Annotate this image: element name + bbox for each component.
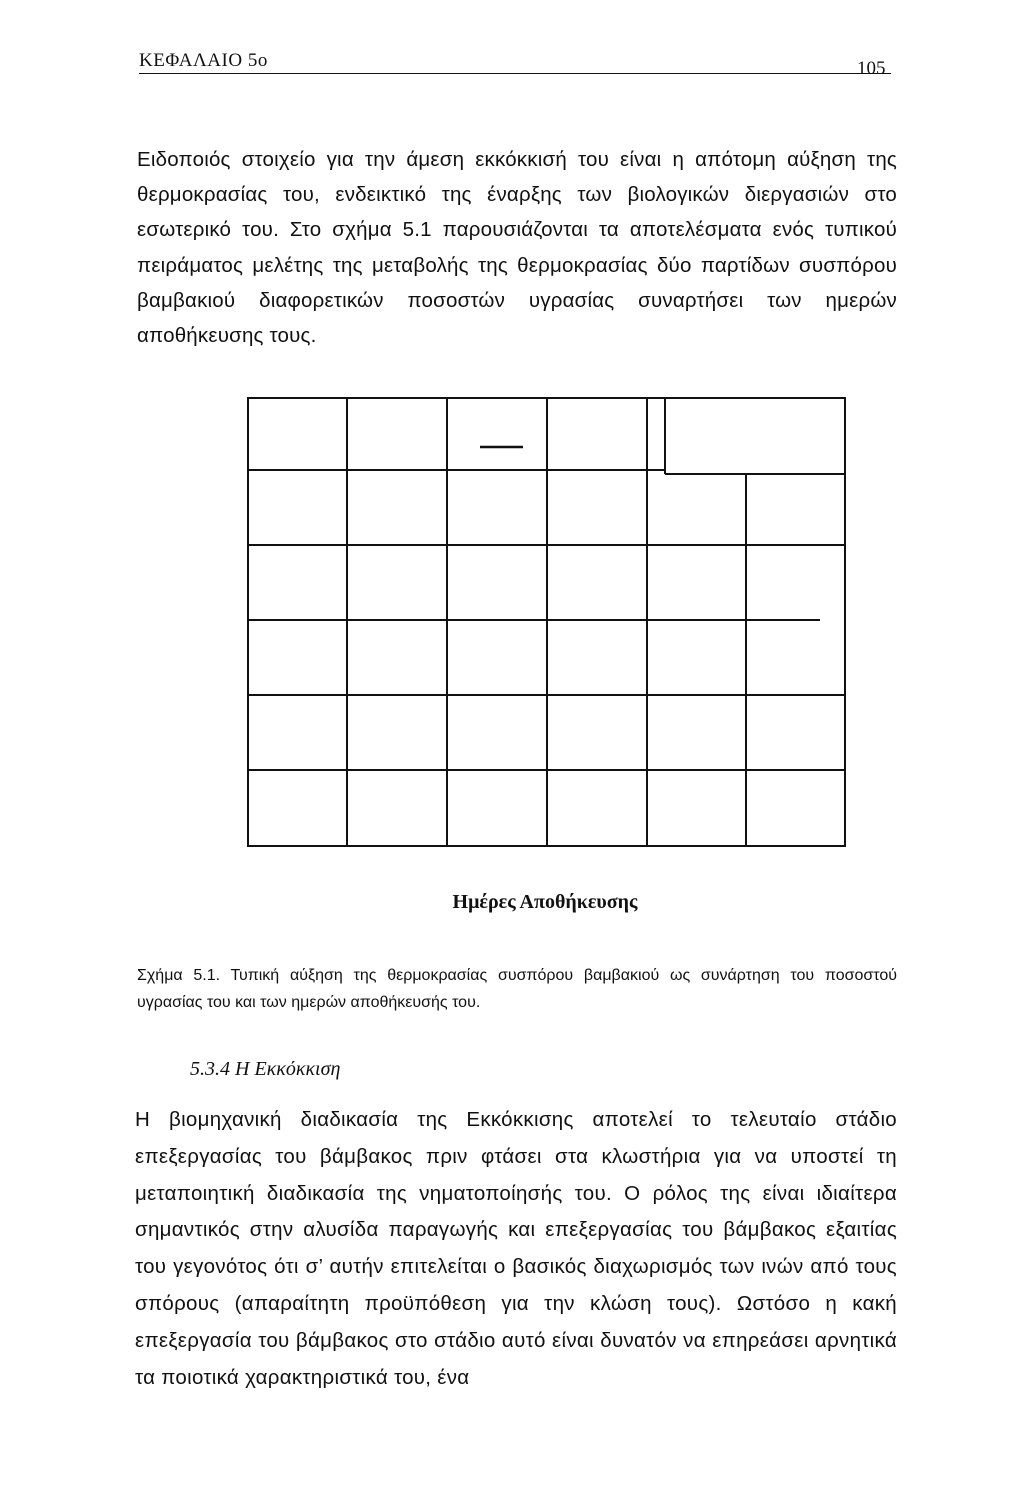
figure-axis-label: Ημέρες Αποθήκευσης [452,891,638,913]
chapter-header: ΚΕΦΑΛΑΙΟ 5ο [139,50,268,71]
page-number: 105 [857,58,886,79]
header-rule [139,73,891,74]
section-body: Η βιομηχανική διαδικασία της Εκκόκκισης αποτελεί το τελευταίο στάδιο επεξεργασίας του βάμβακος πριν φτάσει στα κλωστήρια για να υποστεί τη μεταποιητική διαδικασία της νηματοποίησής του. Ο ρόλος της είναι ιδιαίτερα σημαντικός στην αλυσίδα παραγωγής και επεξεργασίας του βάμβακος εξαιτίας του γεγονότος ότι σ’ αυτήν επιτελείται ο βασικός διαχωρισμός των ινών από τους σπόρους (απαραίτητη προϋπόθεση για την κλώση τους). Ωστόσο η κακή επεξεργασία του βάμβακος στο στάδιο αυτό είναι δυνατόν να επηρεάσει αρνητικά τα ποιοτικά χαρακτηριστικά του, ένα [135,1108,897,1389]
intro-paragraph: Ειδοποιός στοιχείο για την άμεση εκκόκκισή του είναι η απότομη αύξηση της θερμοκρασίας του, ενδεικτικό της έναρξης των βιολογικών διεργασιών στο εσωτερικό του. Στο σχήμα 5.1 παρουσιάζονται τα αποτελέσματα ενός τυπικού πειράματος μελέτης της μεταβολής της θερμοκρασίας δύο παρτίδων συσπόρου βαμβακιού διαφορετικών ποσοστών υγρασίας συναρτήσει των ημερών αποθήκευσης τους. [137,148,897,348]
figure-caption: Σχήμα 5.1. Τυπική αύξηση της θερμοκρασίας συσπόρου βαμβακιού ως συνάρτηση του ποσοστού υγρασίας του και των ημερών αποθήκευσής του. [137,967,897,1011]
section-title: 5.3.4 Η Εκκόκκιση [190,1058,341,1080]
figure-grid [240,392,852,852]
